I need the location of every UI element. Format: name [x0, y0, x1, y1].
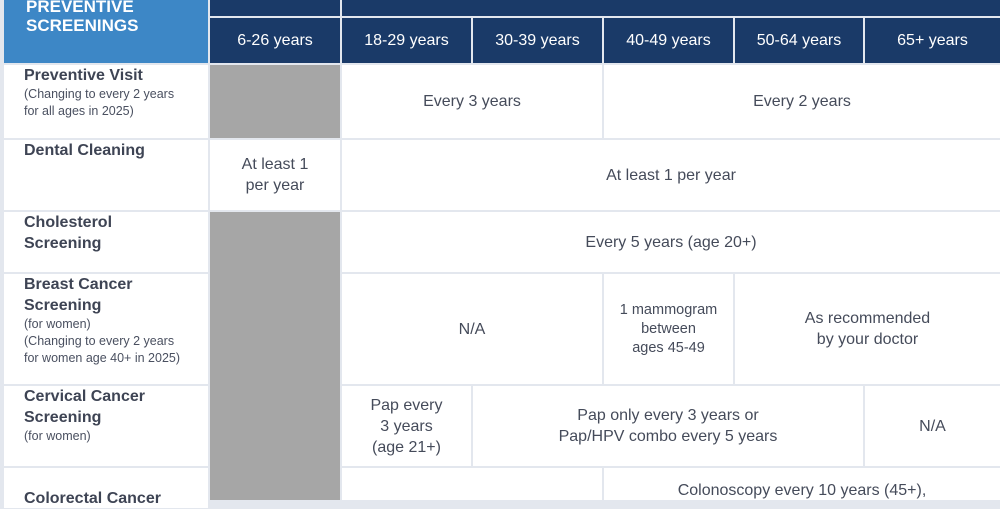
row-label-preventive-visit: [4, 65, 208, 138]
age-header-65-plus: 65+ years: [865, 18, 1000, 63]
colorectal-cancer-18-39: [342, 468, 602, 500]
row-subtitle: for all ages in 2025): [24, 104, 134, 118]
dental-cleaning-6-26: [210, 140, 340, 210]
row-label-dental-cleaning: [4, 140, 208, 210]
colorectal-cancer-40-plus: Colonoscopy every 10 years (45+),: [604, 468, 1000, 500]
cervical-cancer-30-64: [473, 386, 863, 466]
age-header-18-29: 18-29 years: [342, 18, 471, 63]
age-header-50-64: 50-64 years: [735, 18, 863, 63]
row-title: Cervical Cancer: [24, 388, 145, 405]
cell-line: ages 45-49: [632, 339, 705, 356]
row-title: Screening: [24, 297, 102, 314]
preventive-visit-18-39: Every 3 years: [342, 65, 602, 138]
cell-line: 3 years: [380, 417, 433, 435]
cervical-cancer-65-plus: N/A: [865, 386, 1000, 466]
row-label-cholesterol: [4, 212, 208, 272]
cell-line: per year: [245, 177, 305, 194]
row-title: Screening: [24, 409, 102, 426]
row-title: Dental Cleaning: [24, 142, 145, 159]
breast-cancer-50-plus: [735, 274, 1000, 384]
row-title: Screening: [24, 235, 102, 252]
dental-cleaning-18-plus: At least 1 per year: [342, 140, 1000, 210]
age-header-30-39: 30-39 years: [473, 18, 602, 63]
cell-line: Pap only every 3 years or: [577, 407, 759, 424]
header-top-strip: [210, 0, 340, 16]
cell-line: 1 mammogram: [619, 301, 718, 318]
not-applicable-block-1: [210, 65, 340, 138]
age-header-40-49: 40-49 years: [604, 18, 733, 63]
cell-line: As recommended: [804, 310, 931, 327]
row-title: Preventive Visit: [24, 67, 143, 84]
row-subtitle: (Changing to every 2 years: [24, 334, 175, 348]
preventive-visit-40-plus: Every 2 years: [604, 65, 1000, 138]
row-subtitle: (for women): [24, 429, 91, 443]
table-title-line-1: PREVENTIVE: [26, 0, 134, 16]
row-subtitle: (Changing to every 2 years: [24, 87, 175, 101]
cell-line: between: [641, 320, 696, 337]
cell-line: (age 21+): [372, 438, 441, 456]
breast-cancer-40-49: [604, 274, 733, 384]
cell-line: by your doctor: [816, 331, 919, 348]
cholesterol-18-plus: Every 5 years (age 20+): [342, 212, 1000, 272]
table-title: [4, 0, 208, 63]
row-label-breast-cancer: [4, 274, 208, 384]
header-top-strip-right: [342, 0, 1000, 16]
cell-line: Pap every: [370, 396, 443, 414]
table-title-line-2: SCREENINGS: [26, 16, 139, 35]
row-title: Cholesterol: [24, 214, 113, 231]
row-title: Breast Cancer: [24, 276, 133, 293]
breast-cancer-18-39: N/A: [342, 274, 602, 384]
row-label-colorectal-cancer: [4, 468, 208, 508]
not-applicable-block-2: [210, 212, 340, 500]
cell-line: At least 1: [241, 156, 309, 173]
age-header-6-26: 6-26 years: [210, 18, 340, 63]
cell-line: Pap/HPV combo every 5 years: [558, 428, 778, 445]
cervical-cancer-18-29: [342, 386, 471, 466]
row-subtitle: for women age 40+ in 2025): [24, 351, 181, 365]
row-subtitle: (for women): [24, 317, 91, 331]
row-title: Colorectal Cancer: [24, 490, 161, 507]
row-label-cervical-cancer: [4, 386, 208, 466]
